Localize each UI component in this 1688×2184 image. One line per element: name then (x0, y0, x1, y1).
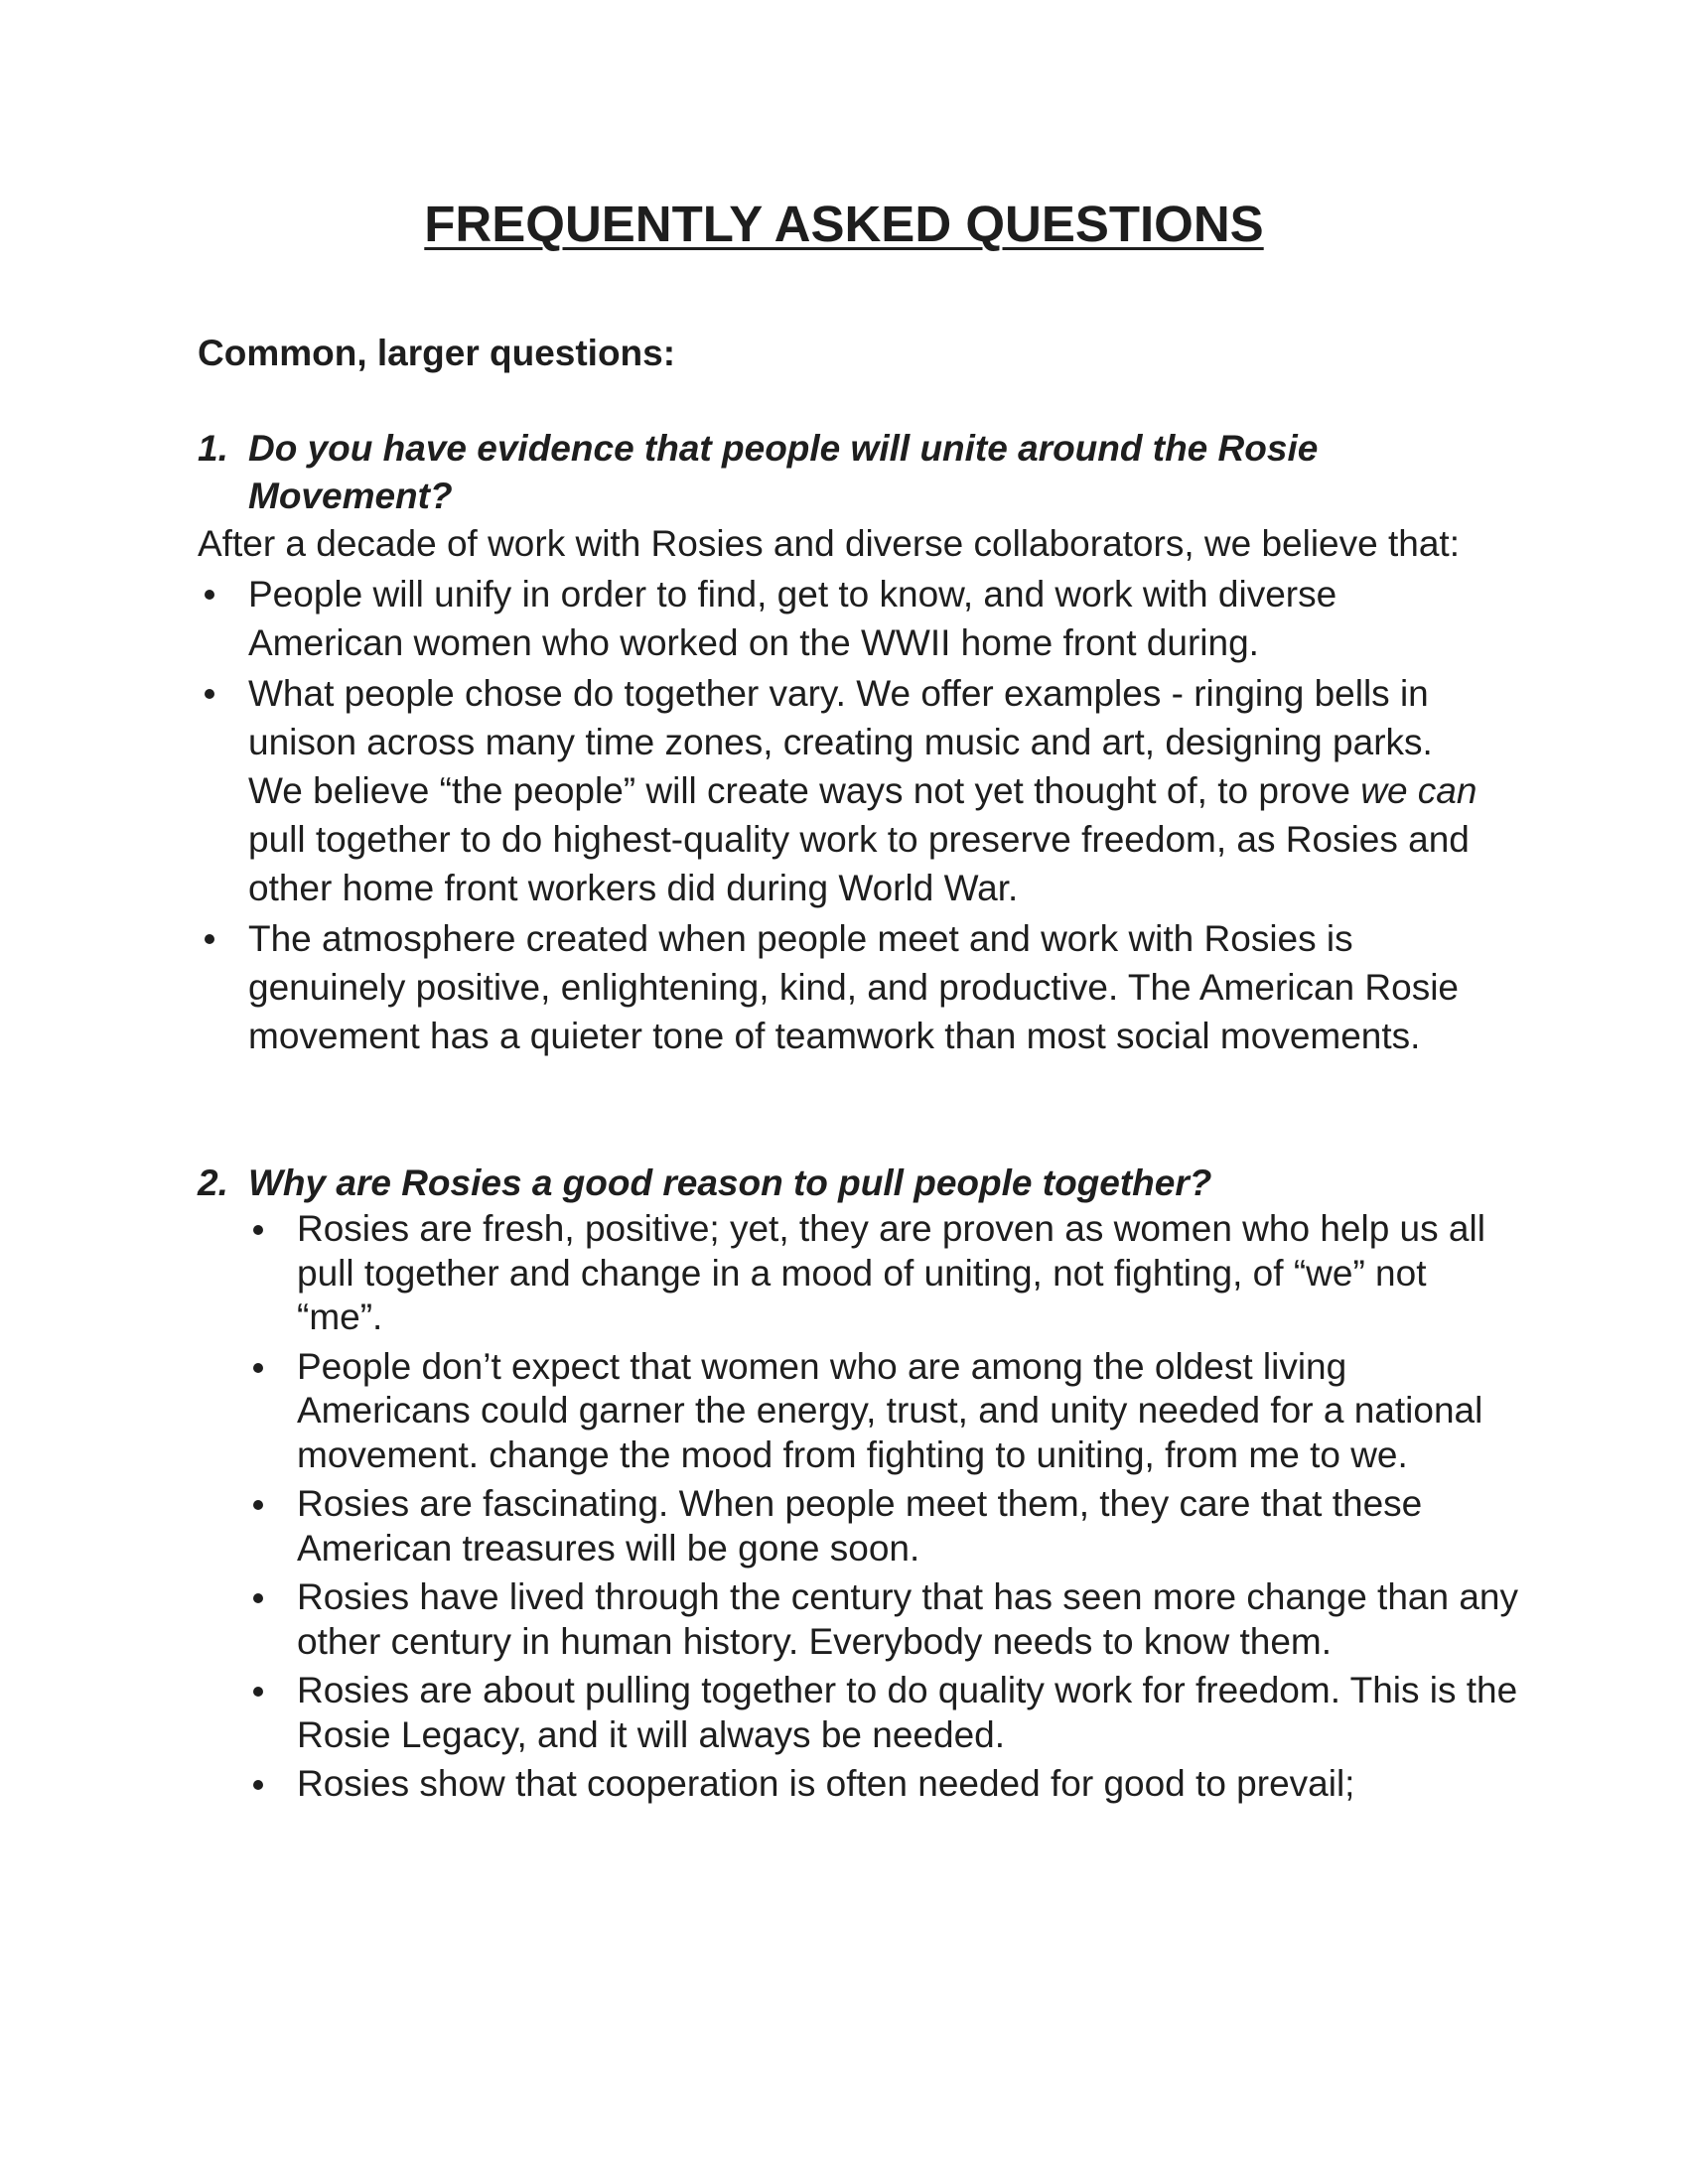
question-2-heading (198, 1160, 1488, 1207)
list-item: Rosies are about pulling together to do quality work for freedom. This is the Rosie Legacy, and it will always be needed. (297, 1669, 1518, 1757)
question-2-text: Why are Rosies a good reason to pull people together? (248, 1162, 1212, 1203)
question-2-bullet-list (297, 1207, 1518, 1812)
section-heading: Common, larger questions: (198, 333, 676, 373)
list-item-text: What people chose do together vary. We offer examples - ringing bells in unison across many time zones, creating music and art, designing parks. We believe “the people” will create ways not yet thought of, to prove (248, 673, 1433, 811)
question-1-bullet-list (248, 570, 1489, 1062)
list-item: People don’t expect that women who are among the oldest living Americans could garner the energy, trust, and unity needed for a national movement. change the mood from fighting to uniting, from me to we. (297, 1345, 1518, 1478)
question-1-intro: After a decade of work with Rosies and diverse collaborators, we believe that: (198, 523, 1460, 564)
list-item (248, 669, 1489, 912)
question-1-text: Do you have evidence that people will unite around the Rosie Movement? (248, 428, 1319, 516)
question-1-heading (198, 425, 1488, 520)
list-item: The atmosphere created when people meet and work with Rosies is genuinely positive, enlightening, kind, and productive. The American Rosie movement has a quieter tone of teamwork than most social movements. (248, 914, 1489, 1060)
question-2-number: 2. (198, 1162, 228, 1203)
list-item: Rosies are fascinating. When people meet them, they care that these American treasures will be gone soon. (297, 1482, 1518, 1570)
list-item: Rosies show that cooperation is often needed for good to prevail; (297, 1762, 1518, 1807)
question-1-number: 1. (198, 428, 228, 469)
list-item: People will unify in order to find, get to know, and work with diverse American women who worked on the WWII home front during. (248, 570, 1489, 667)
page-title: FREQUENTLY ASKED QUESTIONS (424, 196, 1264, 252)
list-item-text: pull together to do highest-quality work to preserve freedom, as Rosies and other home front workers did during World War. (248, 819, 1470, 908)
emphasized-text: we can (1360, 770, 1477, 811)
list-item: Rosies have lived through the century that has seen more change than any other century in human history. Everybody needs to know them. (297, 1575, 1518, 1664)
list-item: Rosies are fresh, positive; yet, they are proven as women who help us all pull together and change in a mood of uniting, not fighting, of “we” not “me”. (297, 1207, 1518, 1340)
